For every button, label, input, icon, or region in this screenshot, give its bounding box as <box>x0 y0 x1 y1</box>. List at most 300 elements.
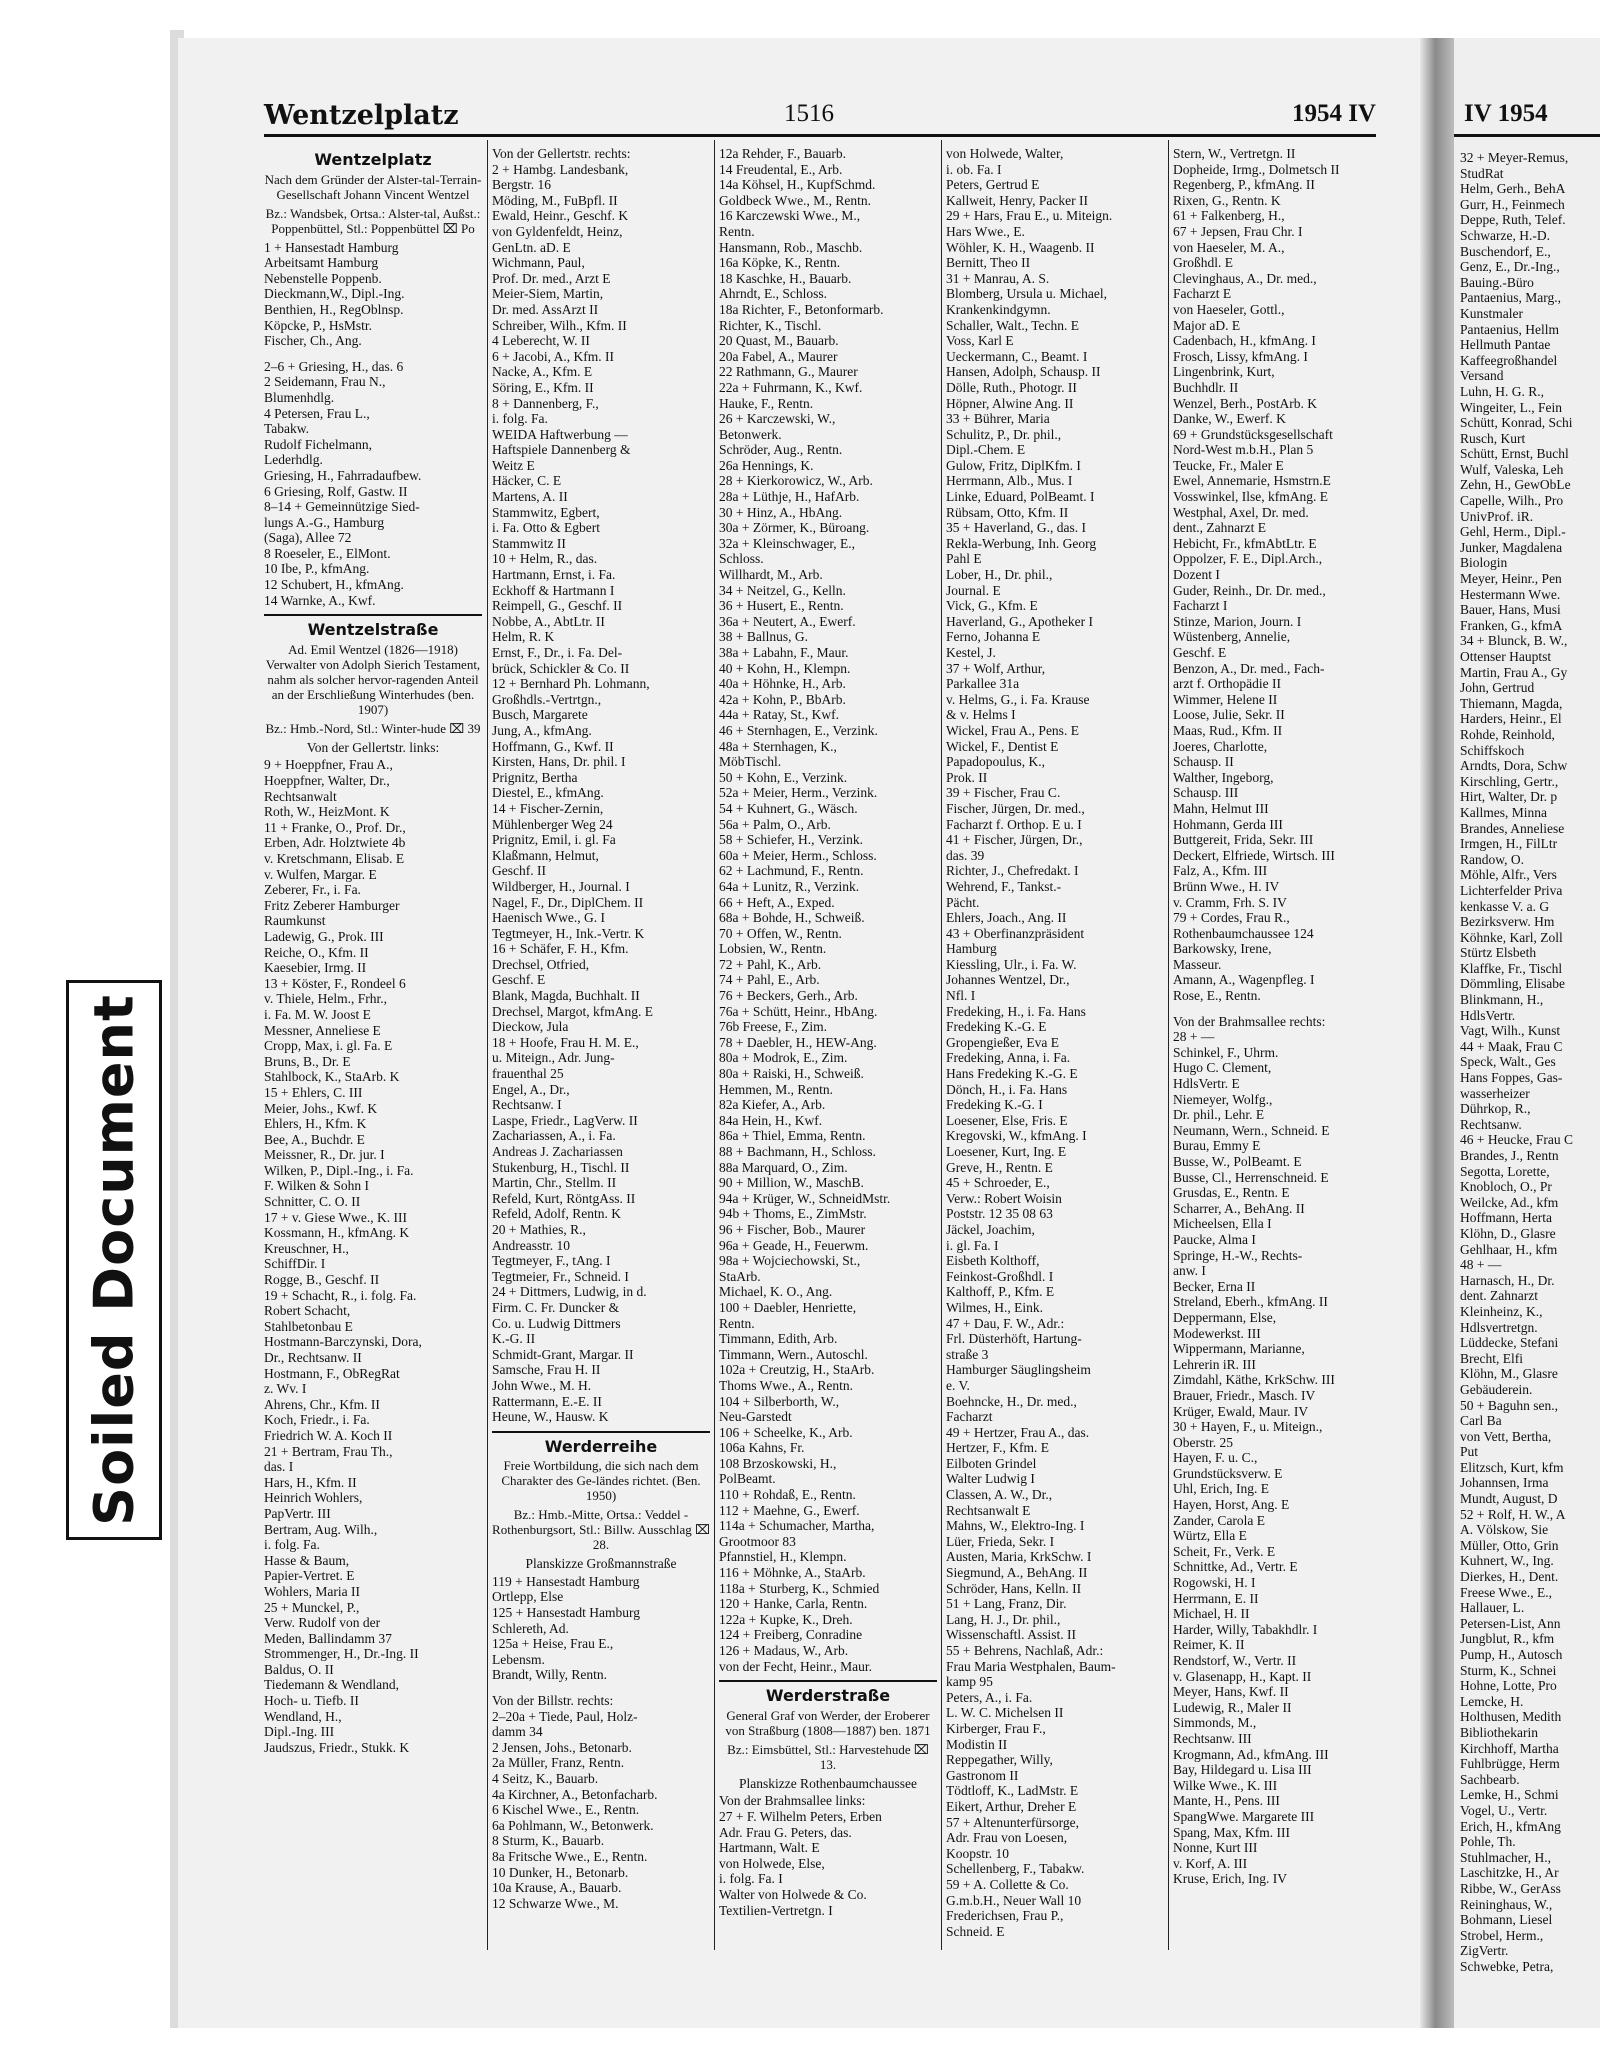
directory-entry: Uhl, Erich, Ing. E <box>1173 1481 1269 1497</box>
directory-entry: Zachariassen, A., i. Fa. <box>492 1128 616 1144</box>
column-divider <box>487 140 488 1950</box>
directory-entry: 22a + Fuhrmann, K., Kwf. <box>719 379 863 395</box>
directory-entry: 50 + Kohn, E., Verzink. <box>719 769 848 785</box>
directory-entry: Laschitzke, H., Ar <box>1460 1865 1559 1881</box>
directory-entry: Meier, Johs., Kwf. K <box>264 1100 378 1116</box>
street-description: General Graf von Werder, der Eroberer von Straßburg (1808—1887) ben. 1871 <box>725 1707 931 1738</box>
directory-entry: 112 + Maehne, G., Ewerf. <box>719 1502 860 1518</box>
directory-entry: Hallauer, L. <box>1460 1600 1525 1616</box>
directory-entry: von der Fecht, Heinr., Maur. <box>719 1658 872 1674</box>
directory-entry: G.m.b.H., Neuer Wall 10 <box>946 1892 1082 1908</box>
directory-entry: Thoms Wwe., A., Rentn. <box>719 1377 853 1393</box>
directory-entry: 6 Kischel Wwe., E., Rentn. <box>492 1802 640 1818</box>
directory-entry: 11 + Franke, O., Prof. Dr., <box>264 819 406 835</box>
directory-entry: Nfl. I <box>946 988 976 1004</box>
directory-entry: 67 + Jepsen, Frau Chr. I <box>1173 223 1303 239</box>
directory-entry: 60a + Meier, Herm., Schloss. <box>719 847 877 863</box>
directory-entry: 4a Kirchner, A., Betonfacharb. <box>492 1786 658 1802</box>
directory-entry: Mante, H., Pens. III <box>1173 1793 1280 1809</box>
directory-entry: 16 + Schäfer, F. H., Kfm. <box>492 941 629 957</box>
directory-entry: Köhnke, Karl, Zoll <box>1460 929 1563 945</box>
directory-entry: Robert Schacht, <box>264 1303 351 1319</box>
directory-entry: Bibliothekarin <box>1460 1724 1538 1740</box>
directory-entry: Diestel, E., kfmAng. <box>492 785 604 801</box>
directory-entry: das. I <box>264 1459 294 1475</box>
directory-entry: Fredeking K.-G. E <box>946 1019 1047 1035</box>
directory-entry: Ferno, Johanna E <box>946 629 1041 645</box>
directory-entry: 76b Freese, F., Zim. <box>719 1019 828 1035</box>
directory-entry: Helm, R. K <box>492 629 555 645</box>
directory-entry: Rechtsanw. III <box>1173 1730 1252 1746</box>
directory-entry: Kirberger, Frau F., <box>946 1720 1046 1736</box>
directory-entry: 126 + Madaus, W., Arb. <box>719 1643 849 1658</box>
directory-entry: 41 + Fischer, Jürgen, Dr., <box>946 832 1083 848</box>
directory-entry: Zeberer, Fr., i. Fa. <box>264 882 361 898</box>
directory-entry: Ladewig, G., Prok. III <box>264 928 384 944</box>
directory-entry: Wilken, P., Dipl.-Ing., i. Fa. <box>264 1162 414 1178</box>
directory-entry: Von der Brahmsallee rechts: <box>1173 1013 1326 1029</box>
directory-entry: Eikert, Arthur, Dreher E <box>946 1798 1077 1814</box>
directory-entry: Dr. phil., Lehr. E <box>1173 1107 1265 1123</box>
directory-entry: Walter von Holwede & Co. <box>719 1886 867 1902</box>
directory-entry: Dr., Rechtsanw. II <box>264 1350 362 1365</box>
directory-entry: Jaudszus, Friedr., Stukk. K <box>264 1739 410 1755</box>
directory-entry: Bauer, Hans, Musi <box>1460 602 1561 618</box>
directory-entry: Dr. med. AssArzt II <box>492 301 599 317</box>
directory-entry: 96 + Fischer, Bob., Maurer <box>719 1221 866 1237</box>
directory-entry: Wohlers, Maria II <box>264 1583 361 1599</box>
directory-entry: Deppe, Ruth, Telef. <box>1460 212 1566 228</box>
directory-entry: Wildberger, H., Journal. I <box>492 878 630 894</box>
directory-entry: Neu-Garstedt <box>719 1409 792 1425</box>
directory-entry: 94a + Krüger, W., SchneidMstr. <box>719 1190 891 1206</box>
street-heading: Wentzelstraße <box>264 614 482 638</box>
directory-entry: 12 + Bernhard Ph. Lohmann, <box>492 676 650 692</box>
directory-entry: 24 + Dittmers, Ludwig, in d. <box>492 1284 647 1300</box>
directory-entry: Put <box>1460 1444 1479 1460</box>
directory-entry: 108 Brzoskowski, H., <box>719 1455 837 1471</box>
directory-entry: Wöhler, K. H., Waagenb. II <box>946 239 1095 255</box>
header-street-name: Wentzelplatz <box>264 100 459 131</box>
directory-entry: arzt f. Orthopädie II <box>1173 676 1281 692</box>
directory-entry: 8a Fritsche Wwe., E., Rentn. <box>492 1848 648 1864</box>
directory-entry: Geschf. E <box>1173 645 1227 660</box>
book-gutter <box>1420 38 1454 2028</box>
next-page-column <box>1460 150 1600 1974</box>
directory-entry: 2 Seidemann, Frau N., <box>264 374 386 390</box>
directory-entry: Dölle, Ruth., Photogr. II <box>946 379 1077 395</box>
directory-entry: Schnitter, C. O. II <box>264 1194 361 1210</box>
directory-entry: Hohne, Lotte, Pro <box>1460 1678 1557 1694</box>
side-heading: Planskizze Rothenbaumchaussee <box>738 1775 918 1791</box>
directory-entry: z. Wv. I <box>264 1381 307 1397</box>
directory-entry: Zander, Carola E <box>1173 1512 1266 1528</box>
directory-entry: i. folg. Fa. <box>492 411 548 427</box>
directory-entry: Ueckermann, C., Beamt. I <box>946 348 1088 364</box>
directory-entry: Austen, Maria, KrkSchw. I <box>946 1549 1092 1565</box>
directory-entry: 76 + Beckers, Gerh., Arb. <box>719 988 858 1004</box>
directory-entry: Schwarze, H.-D. <box>1460 227 1550 243</box>
directory-entry: 28a + Lüthje, H., HafArb. <box>719 489 860 505</box>
directory-entry: Hoch- u. Tiefb. II <box>264 1693 359 1709</box>
directory-entry: damm 34 <box>492 1724 543 1740</box>
directory-entry: 16 Karczewski Wwe., M., <box>719 208 861 224</box>
directory-entry: Wilke Wwe., K. III <box>1173 1777 1278 1793</box>
directory-entry: 122a + Kupke, K., Dreh. <box>719 1611 853 1627</box>
directory-entry: StudRat <box>1460 165 1504 181</box>
directory-entry: Fischer, Jürgen, Dr. med., <box>946 800 1085 816</box>
directory-entry: Rixen, G., Rentn. K <box>1173 192 1281 208</box>
directory-entry: Lebensm. <box>492 1651 545 1667</box>
directory-entry: Bauing.-Büro <box>1460 274 1534 290</box>
directory-column-3 <box>719 146 937 1946</box>
directory-entry: 90 + Million, W., MaschB. <box>719 1175 864 1191</box>
directory-entry: Vagt, Wilh., Kunst <box>1460 1023 1561 1039</box>
directory-entry: 15 + Ehlers, C. III <box>264 1084 363 1100</box>
column-divider <box>1168 140 1169 1950</box>
directory-entry: Raumkunst <box>264 913 326 929</box>
directory-entry: dent., Zahnarzt E <box>1173 520 1266 536</box>
directory-entry: F. Wilken & Sohn I <box>264 1178 370 1194</box>
directory-entry: Hartmann, Ernst, i. Fa. <box>492 567 616 583</box>
directory-entry: Hostmann-Barczynski, Dora, <box>264 1334 422 1350</box>
directory-entry: Lingenbrink, Kurt, <box>1173 364 1275 380</box>
directory-entry: Prignitz, Emil, i. gl. Fa <box>492 832 616 848</box>
directory-entry: Junker, Magdalena <box>1460 539 1563 555</box>
directory-entry: Rübsam, Otto, Kfm. II <box>946 504 1069 520</box>
directory-entry: Wehrend, F., Tankst.- <box>946 878 1062 894</box>
directory-entry: 116 + Möhnke, A., StaArb. <box>719 1565 866 1581</box>
directory-entry: 14 Warnke, A., Kwf. <box>264 592 376 608</box>
directory-entry: Pächt. <box>946 894 980 910</box>
directory-entry: Brandes, Anneliese <box>1460 820 1565 836</box>
directory-entry: Wulf, Valeska, Leh <box>1460 461 1564 477</box>
directory-entry: ZigVertr. <box>1460 1943 1509 1959</box>
directory-entry: Greve, H., Rentn. E <box>946 1159 1053 1175</box>
directory-entry: 39 + Fischer, Frau C. <box>946 785 1061 801</box>
directory-entry: Fischer, Ch., Ang. <box>264 333 362 349</box>
directory-entry: Rendstorf, W., Vertr. II <box>1173 1653 1297 1668</box>
directory-entry: Großhdl. E <box>1173 255 1233 271</box>
directory-entry: Ludewig, R., Maler II <box>1173 1699 1292 1715</box>
directory-entry: Loesener, Else, Fris. E <box>946 1112 1068 1128</box>
directory-entry: Fredeking K.-G. I <box>946 1097 1043 1113</box>
directory-entry: Rechtsanwalt <box>264 788 337 804</box>
directory-entry: Facharzt f. Orthop. E u. I <box>946 816 1082 832</box>
directory-entry: 59 + A. Collette & Co. <box>946 1876 1069 1892</box>
directory-entry: Hemmen, M., Rentn. <box>719 1081 833 1097</box>
directory-entry: 46 + Sternhagen, E., Verzink. <box>719 722 878 738</box>
directory-entry: Schulitz, P., Dr. phil., <box>946 426 1062 442</box>
directory-entry: 106a Kahns, Fr. <box>719 1440 805 1456</box>
directory-entry: Modistin II <box>946 1736 1008 1752</box>
directory-entry: Ribbe, W., GerAss <box>1460 1880 1561 1896</box>
page-header <box>264 100 1376 137</box>
directory-entry: Danke, W., Ewerf. K <box>1173 411 1286 427</box>
directory-entry: Bay, Hildegard u. Lisa III <box>1173 1762 1312 1778</box>
directory-entry: Biologin <box>1460 555 1508 571</box>
directory-entry: Prok. II <box>946 769 988 785</box>
directory-entry: Rogge, B., Geschf. II <box>264 1272 380 1288</box>
directory-entry: Masseur. <box>1173 956 1222 972</box>
directory-entry: Peters, Gertrud E <box>946 177 1040 193</box>
directory-entry: Frl. Düsterhöft, Hartung- <box>946 1331 1082 1347</box>
directory-entry: Helm, Gerh., BehA <box>1460 181 1566 197</box>
directory-entry: Walter Ludwig I <box>946 1471 1035 1487</box>
directory-entry: Stinze, Marion, Journ. I <box>1173 613 1302 629</box>
directory-entry: Joeres, Charlotte, <box>1173 738 1268 754</box>
directory-entry: Hasse & Baum, <box>264 1552 350 1568</box>
directory-entry: 20 + Mathies, R., <box>492 1221 586 1237</box>
directory-entry: von Gyldenfeldt, Heinz, <box>492 223 623 239</box>
directory-entry: Rentn. <box>719 223 755 239</box>
directory-entry: Clevinghaus, A., Dr. med., <box>1173 270 1317 286</box>
directory-entry: 35 + Haverland, G., das. I <box>946 520 1086 536</box>
directory-entry: 48a + Sternhagen, K., <box>719 738 837 754</box>
directory-entry: Hars, H., Kfm. II <box>264 1474 357 1490</box>
directory-entry: 51 + Lang, Franz, Dir. <box>946 1596 1067 1612</box>
directory-entry: Wippermann, Marianne, <box>1173 1341 1305 1357</box>
directory-entry: Lichterfelder Priva <box>1460 882 1563 898</box>
directory-entry: Drechsel, Otfried, <box>492 956 590 972</box>
directory-entry: Luhn, H. G. R., <box>1460 383 1544 399</box>
directory-entry: Streland, Eberh., kfmAng. II <box>1173 1294 1328 1310</box>
directory-entry: Blumenhdlg. <box>264 389 335 405</box>
directory-entry: v. Glasenapp, H., Kapt. II <box>1173 1668 1312 1684</box>
directory-entry: Genz, E., Dr.-Ing., <box>1460 259 1560 275</box>
directory-entry: von Vett, Bertha, <box>1460 1428 1552 1444</box>
directory-entry: Rusch, Kurt <box>1460 430 1526 446</box>
directory-entry: 52a + Meier, Herm., Verzink. <box>719 785 878 801</box>
directory-entry: Textilien-Vertretgn. I <box>719 1902 833 1918</box>
directory-entry: Messner, Anneliese E <box>264 1022 381 1038</box>
directory-entry: L. W. C. Michelsen II <box>946 1705 1064 1721</box>
street-heading: Werderreihe <box>492 1431 710 1455</box>
directory-entry: Wilmes, H., Eink. <box>946 1299 1043 1315</box>
directory-entry: 94b + Thoms, E., ZimMstr. <box>719 1206 867 1222</box>
directory-entry: 125a + Heise, Frau E., <box>492 1636 614 1652</box>
directory-entry: Siegmund, A., BehAng. II <box>946 1565 1088 1581</box>
directory-entry: 4 Leberecht, W. II <box>492 333 590 349</box>
directory-entry: das. 39 <box>946 847 985 863</box>
directory-entry: Schmidt-Grant, Margar. II <box>492 1346 634 1362</box>
directory-entry: Reppegather, Willy, <box>946 1752 1053 1768</box>
directory-entry: Facharzt <box>946 1409 993 1425</box>
directory-entry: 13 + Köster, F., Rondeel 6 <box>264 975 406 991</box>
directory-entry: 28 + — <box>1173 1029 1215 1045</box>
street-description: Freie Wortbildung, die sich nach dem Charakter des Ge-ländes richtet. (Ben. 1950) <box>501 1458 701 1504</box>
directory-entry: Verw. Rudolf von der <box>264 1615 381 1631</box>
directory-entry: Klöhn, M., Glasre <box>1460 1366 1558 1382</box>
directory-entry: Tegtmeyer, F., tAng. I <box>492 1253 611 1269</box>
directory-entry: 61 + Falkenberg, H., <box>1173 208 1285 224</box>
directory-entry: Zehn, H., GewObLe <box>1460 477 1571 493</box>
directory-entry: GenLtn. aD. E <box>492 239 571 255</box>
directory-entry: v. Cramm, Frh. S. IV <box>1173 894 1287 910</box>
directory-entry: 8 + Dannenberg, F., <box>492 395 599 411</box>
directory-entry: Brauer, Friedr., Masch. IV <box>1173 1387 1316 1403</box>
directory-entry: Hayen, F. u. C., <box>1173 1450 1258 1466</box>
directory-entry: Bezirksverw. Hm <box>1460 914 1555 930</box>
directory-entry: Oberstr. 25 <box>1173 1434 1233 1450</box>
directory-entry: 88 + Bachmann, H., Schloss. <box>719 1144 876 1159</box>
directory-entry: 43 + Oberfinanzpräsident <box>946 925 1085 941</box>
directory-entry: Petersen-List, Ann <box>1460 1615 1561 1631</box>
directory-entry: Stammwitz II <box>492 535 566 551</box>
directory-entry: Reimpell, G., Geschf. II <box>492 598 623 614</box>
directory-entry: Koopstr. 10 <box>946 1845 1010 1861</box>
directory-entry: Parkallee 31a <box>946 676 1020 692</box>
street-heading: Werderstraße <box>719 1680 937 1704</box>
directory-entry: StaArb. <box>719 1268 761 1284</box>
directory-entry: Eisbeth Kolthoff, <box>946 1253 1040 1269</box>
directory-entry: 102a + Creutzig, H., StaArb. <box>719 1362 875 1378</box>
directory-entry: 50 + Baguhn sen., <box>1460 1397 1558 1413</box>
directory-entry: Pantaenius, Marg., <box>1460 290 1561 306</box>
directory-entry: 57 + Altenunterfürsorge, <box>946 1814 1079 1830</box>
directory-entry: Baldus, O. II <box>264 1661 334 1677</box>
directory-entry: Stahlbetonbau E <box>264 1318 353 1334</box>
directory-entry: Haftspiele Dannenberg & <box>492 442 631 458</box>
directory-entry: Dieckow, Jula <box>492 1019 569 1035</box>
directory-entry: Frederichsen, Frau P., <box>946 1908 1064 1924</box>
directory-entry: Meyer, Hans, Kwf. II <box>1173 1684 1289 1700</box>
directory-entry: Bergstr. 16 <box>492 177 552 193</box>
directory-entry: v. Kretschmann, Elisab. E <box>264 851 405 866</box>
directory-entry: Laspe, Friedr., LagVerw. II <box>492 1112 638 1128</box>
directory-entry: 34 + Blunck, B. W., <box>1460 633 1568 649</box>
directory-entry: Ahrndt, E., Schloss. <box>719 286 827 302</box>
directory-entry: 46 + Heucke, Frau C <box>1460 1132 1573 1148</box>
directory-entry: Simmonds, M., <box>1173 1715 1257 1731</box>
directory-entry: 80a + Raiski, H., Schweiß. <box>719 1066 864 1082</box>
directory-entry: Hans Foppes, Gas- <box>1460 1070 1563 1086</box>
next-page-fragment <box>1454 38 1600 2028</box>
directory-entry: Reininghaus, W., <box>1460 1896 1553 1912</box>
directory-entry: Firm. C. Fr. Duncker & <box>492 1299 620 1315</box>
directory-entry: Lobsien, W., Rentn. <box>719 941 827 957</box>
directory-entry: 48 + — <box>1460 1257 1502 1273</box>
directory-entry: Cadenbach, H., kfmAng. I <box>1173 333 1316 349</box>
directory-entry: Schloss. <box>719 551 764 567</box>
directory-entry: Roth, W., HeizMont. K <box>264 804 390 820</box>
directory-entry: e. V. <box>946 1377 970 1393</box>
directory-entry: Franken, G., kfmA <box>1460 617 1563 633</box>
directory-entry: Von der Billstr. rechts: <box>492 1693 614 1709</box>
directory-entry: i. Fa. M. W. Joost E <box>264 1006 371 1022</box>
directory-entry: 12 Schubert, H., kfmAng. <box>264 577 404 593</box>
directory-entry: Von der Gellertstr. rechts: <box>492 146 631 161</box>
directory-entry: Kiessling, Ulr., i. Fa. W. <box>946 956 1077 972</box>
directory-entry: Hansen, Adolph, Schausp. II <box>946 364 1101 380</box>
directory-entry: Hoeppfner, Walter, Dr., <box>264 773 390 789</box>
directory-entry: Meden, Ballindamm 37 <box>264 1630 392 1646</box>
directory-entry: Busse, W., PolBeamt. E <box>1173 1154 1302 1169</box>
directory-entry: Bertram, Aug. Wilh., <box>264 1521 378 1537</box>
directory-entry: Verw.: Robert Woisin <box>946 1190 1062 1206</box>
directory-entry: Möhle, Alfr., Vers <box>1460 867 1557 883</box>
directory-entry: 19 + Schacht, R., i. folg. Fa. <box>264 1287 417 1303</box>
directory-entry: Feinkost-Großhdl. I <box>946 1268 1054 1284</box>
directory-entry: Scheit, Fr., Verk. E <box>1173 1543 1276 1559</box>
directory-entry: Heinrich Wohlers, <box>264 1490 363 1506</box>
directory-entry: Jung, A., kfmAng. <box>492 722 592 738</box>
directory-entry: Herrmann, Alb., Mus. I <box>946 473 1073 489</box>
directory-entry: Eckhoff & Hartmann I <box>492 582 615 598</box>
directory-entry: Rekla-Werbung, Inh. Georg <box>946 535 1097 551</box>
directory-entry: 18a Richter, F., Betonformarb. <box>719 301 884 317</box>
directory-entry: Bee, A., Buchdr. E <box>264 1131 365 1147</box>
directory-entry: 8 Sturm, K., Bauarb. <box>492 1833 605 1849</box>
directory-entry: 27 + F. Wilhelm Peters, Erben <box>719 1808 882 1824</box>
directory-entry: 78 + Daebler, H., HEW-Ang. <box>719 1034 877 1050</box>
directory-entry: Betonwerk. <box>719 426 782 442</box>
directory-entry: 12 Schwarze Wwe., M. <box>492 1895 619 1911</box>
directory-entry: Lederhdlg. <box>264 452 323 468</box>
directory-entry: Richter, J., Chefredakt. I <box>946 863 1079 879</box>
directory-entry: Co. u. Ludwig Dittmers <box>492 1315 621 1331</box>
directory-entry: Lüddecke, Stefani <box>1460 1335 1559 1351</box>
directory-entry: kamp 95 <box>946 1674 993 1690</box>
directory-entry: Haverland, G., Apotheker I <box>946 613 1093 629</box>
directory-entry: SchiffDir. I <box>264 1256 326 1272</box>
directory-entry: Eilboten Grindel <box>946 1455 1037 1471</box>
directory-entry: Andreasstr. 10 <box>492 1237 570 1253</box>
directory-entry: 82a Kiefer, A., Arb. <box>719 1097 826 1113</box>
street-description: Bz.: Wandsbek, Ortsa.: Alster-tal, Außst.: Poppenbüttel, Stl.: Poppenbüttel ⌧ Po <box>265 205 481 236</box>
directory-entry: Dozent I <box>1173 567 1220 583</box>
directory-entry: Dopheide, Irmg., Dolmetsch II <box>1173 161 1340 177</box>
directory-entry: Fredeking, H., i. Fa. Hans <box>946 1003 1086 1019</box>
directory-entry: 38a + Labahn, F., Maur. <box>719 645 849 660</box>
directory-entry: Papier-Vertret. E <box>264 1568 355 1584</box>
directory-entry: Mühlenberger Weg 24 <box>492 816 613 832</box>
directory-entry: Andreas J. Zachariassen <box>492 1144 623 1159</box>
directory-entry: Rose, E., Rentn. <box>1173 988 1261 1004</box>
directory-entry: v. Wulfen, Margar. E <box>264 866 377 882</box>
directory-entry: Schellenberg, F., Tabakw. <box>946 1861 1085 1877</box>
directory-entry: Rothenbaumchaussee 124 <box>1173 925 1314 941</box>
directory-entry: Segotta, Lorette, <box>1460 1163 1550 1179</box>
directory-entry: Gropengießer, Eva E <box>946 1034 1060 1050</box>
directory-entry: Höpner, Alwine Ang. II <box>946 395 1074 411</box>
directory-entry: Ewald, Heinr., Geschf. K <box>492 208 629 224</box>
directory-entry: Hestermann Wwe. <box>1460 586 1561 602</box>
directory-entry: Haenisch Wwe., G. I <box>492 910 605 926</box>
directory-entry: Krogmann, Ad., kfmAng. III <box>1173 1746 1329 1762</box>
directory-entry: Frosch, Lissy, kfmAng. I <box>1173 348 1308 364</box>
directory-entry: Journal. E <box>946 582 1001 598</box>
directory-entry: A. Völskow, Sie <box>1460 1522 1549 1538</box>
directory-entry: Dömmling, Elisabe <box>1460 976 1565 992</box>
directory-entry: Krankenkindgymn. <box>946 301 1051 317</box>
directory-entry: Timmann, Edith, Arb. <box>719 1331 838 1347</box>
directory-entry: Gehl, Herm., Dipl.- <box>1460 524 1566 540</box>
directory-entry: 6 + Jacobi, A., Kfm. II <box>492 348 614 364</box>
directory-entry: Samsche, Frau H. II <box>492 1362 601 1378</box>
directory-entry: Kruse, Erich, Ing. IV <box>1173 1871 1287 1887</box>
directory-entry: Mundt, August, D <box>1460 1491 1558 1507</box>
directory-entry: SpangWwe. Margarete III <box>1173 1808 1315 1824</box>
directory-entry: 14 + Fischer-Zernin, <box>492 800 604 816</box>
directory-entry: 18 Kaschke, H., Bauarb. <box>719 270 852 286</box>
directory-entry: Adr. Frau G. Peters, das. <box>719 1824 852 1840</box>
directory-entry: Schütt, Konrad, Schi <box>1460 415 1573 431</box>
directory-entry: Brandes, J., Rentn <box>1460 1148 1559 1163</box>
directory-column-1 <box>264 146 482 1946</box>
directory-entry: Spang, Max, Kfm. III <box>1173 1824 1290 1840</box>
directory-entry: 62 + Lachmund, F., Rentn. <box>719 863 864 879</box>
